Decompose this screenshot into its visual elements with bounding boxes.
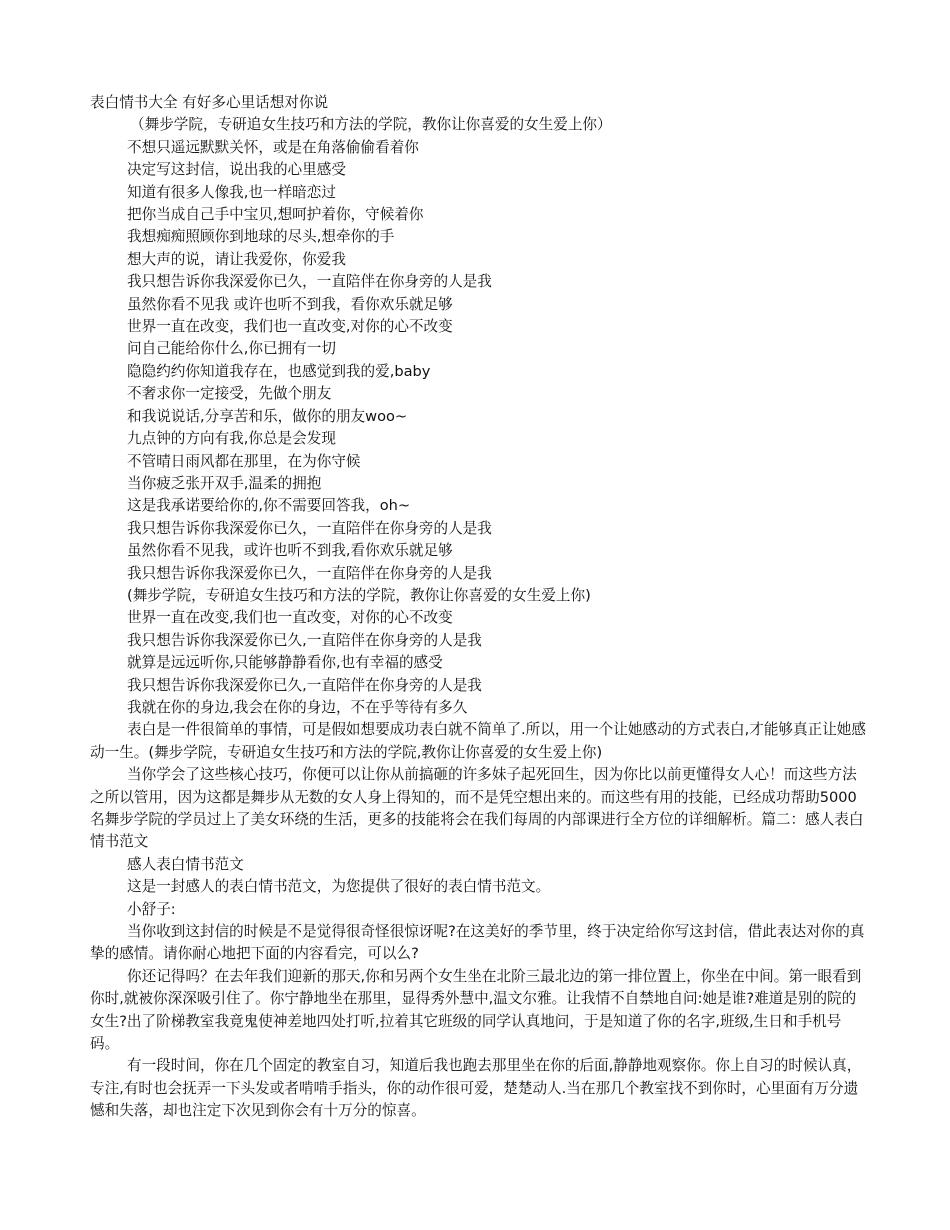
lyric-line: 不想只遥远默默关怀，或是在角落偷偷看着你 — [127, 138, 419, 156]
lyric-line: 就算是远远听你,只能够静静看你,也有幸福的感受 — [127, 654, 443, 672]
intro-note: （舞步学院，专研追女生技巧和方法的学院，教你让你喜爱的女生爱上你） — [130, 116, 612, 134]
lyric-line: 隐隐约约你知道我存在，也感觉到我的爱,baby — [127, 362, 431, 380]
letter-salutation: 小舒子: — [127, 900, 176, 918]
lyric-line: 我只想告诉你我深爱你已久，一直陪伴在你身旁的人是我 — [127, 273, 492, 291]
section-description: 这是一封感人的表白情书范文，为您提供了很好的表白情书范文。 — [127, 878, 551, 896]
letter-paragraph: 你还记得吗？在去年我们迎新的那天,你和另两个女生坐在北阶三最北边的第一排位置上，你坐在中间。第一眼看到你时,就被你深深吸引住了。你宁静地坐在那里，显得秀外慧中,温文尔雅。让我情不自禁地自问:她是谁?难道是别的院的女生?出了阶梯教室我竟鬼使神差地四处打听,拉着其它班级的同学认真地问，于是知道了你的名字,班级,生日和手机号码。 — [90, 967, 862, 1053]
lyric-line: 我只想告诉你我深爱你已久，一直陪伴在你身旁的人是我 — [127, 564, 492, 582]
body-paragraph: 表白是一件很简单的事情，可是假如想要成功表白就不简单了.所以，用一个让她感动的方式表白,才能够真正让她感动一生。(舞步学院，专研追女生技巧和方法的学院,教你让你喜爱的女生爱上你) — [90, 721, 866, 761]
lyric-line: 我只想告诉你我深爱你已久,一直陪伴在你身旁的人是我 — [127, 631, 482, 649]
lyric-line: 把你当成自己手中宝贝,想呵护着你，守候着你 — [127, 206, 424, 224]
lyric-line: 当你疲乏张开双手,温柔的拥抱 — [127, 474, 322, 492]
lyric-line: 我就在你的身边,我会在你的身边，不在乎等待有多久 — [127, 698, 468, 716]
section-title: 感人表白情书范文 — [127, 855, 244, 873]
lyric-line: 我想痴痴照顾你到地球的尽头,想牵你的手 — [127, 228, 395, 246]
lyric-line: 决定写这封信，说出我的心里感受 — [127, 161, 346, 179]
lyric-line: 世界一直在改变，我们也一直改变,对你的心不改变 — [127, 318, 453, 336]
lyric-line: 我只想告诉你我深爱你已久,一直陪伴在你身旁的人是我 — [127, 676, 482, 694]
lyric-line: 和我说说话,分享苦和乐，做你的朋友woo~ — [127, 407, 408, 425]
document-title: 表白情书大全 有好多心里话想对你说 — [90, 94, 329, 111]
lyric-line: 九点钟的方向有我,你总是会发现 — [127, 430, 336, 448]
lyric-line: 问自己能给你什么,你已拥有一切 — [127, 340, 336, 358]
lyric-line: (舞步学院，专研追女生技巧和方法的学院，教你让你喜爱的女生爱上你) — [127, 586, 591, 604]
lyric-line: 不奢求你一定接受，先做个朋友 — [127, 385, 332, 403]
letter-paragraph: 有一段时间，你在几个固定的教室自习，知道后我也跑去那里坐在你的后面,静静地观察你。你上自习的时候认真，专注,有时也会抚弄一下头发或者啃啃手指头，你的动作很可爱，楚楚动人.当在那几个教室找不到你时，心里面有万分遗憾和失落，却也注定下次见到你会有十万分的惊喜。 — [90, 1057, 862, 1120]
lyric-line: 世界一直在改变,我们也一直改变，对你的心不改变 — [127, 609, 453, 627]
lyric-line: 虽然你看不见我，或许也听不到我,看你欢乐就足够 — [127, 542, 453, 560]
body-paragraph: 当你学会了这些核心技巧，你便可以让你从前搞砸的许多妹子起死回生，因为你比以前更懂得女人心！而这些方法之所以管用，因为这都是舞步从无数的女人身上得知的，而不是凭空想出来的。而这些有用的技能，已经成功帮助5000名舞步学院的学员过上了美女环绕的生活，更多的技能将会在我们每周的内部课进行全方位的详细解析。篇二：感人表白情书范文 — [90, 766, 864, 851]
lyric-line: 这是我承诺要给你的,你不需要回答我，oh~ — [127, 497, 411, 515]
lyric-line: 不管晴日雨风都在那里，在为你守候 — [127, 452, 361, 470]
lyric-line: 知道有很多人像我,也一样暗恋过 — [127, 183, 336, 201]
lyrics-block — [90, 137, 870, 720]
lyric-line: 想大声的说，请让我爱你，你爱我 — [127, 250, 346, 268]
letter-paragraph: 当你收到这封信的时候是不是觉得很奇怪很惊讶呢?在这美好的季节里，终于决定给你写这封信，借此表达对你的真挚的感情。请你耐心地把下面的内容看完，可以么? — [90, 923, 865, 963]
lyric-line: 虽然你看不见我 或许也听不到我，看你欢乐就足够 — [127, 295, 453, 313]
lyric-line: 我只想告诉你我深爱你已久，一直陪伴在你身旁的人是我 — [127, 519, 492, 537]
document-page — [90, 92, 870, 1123]
